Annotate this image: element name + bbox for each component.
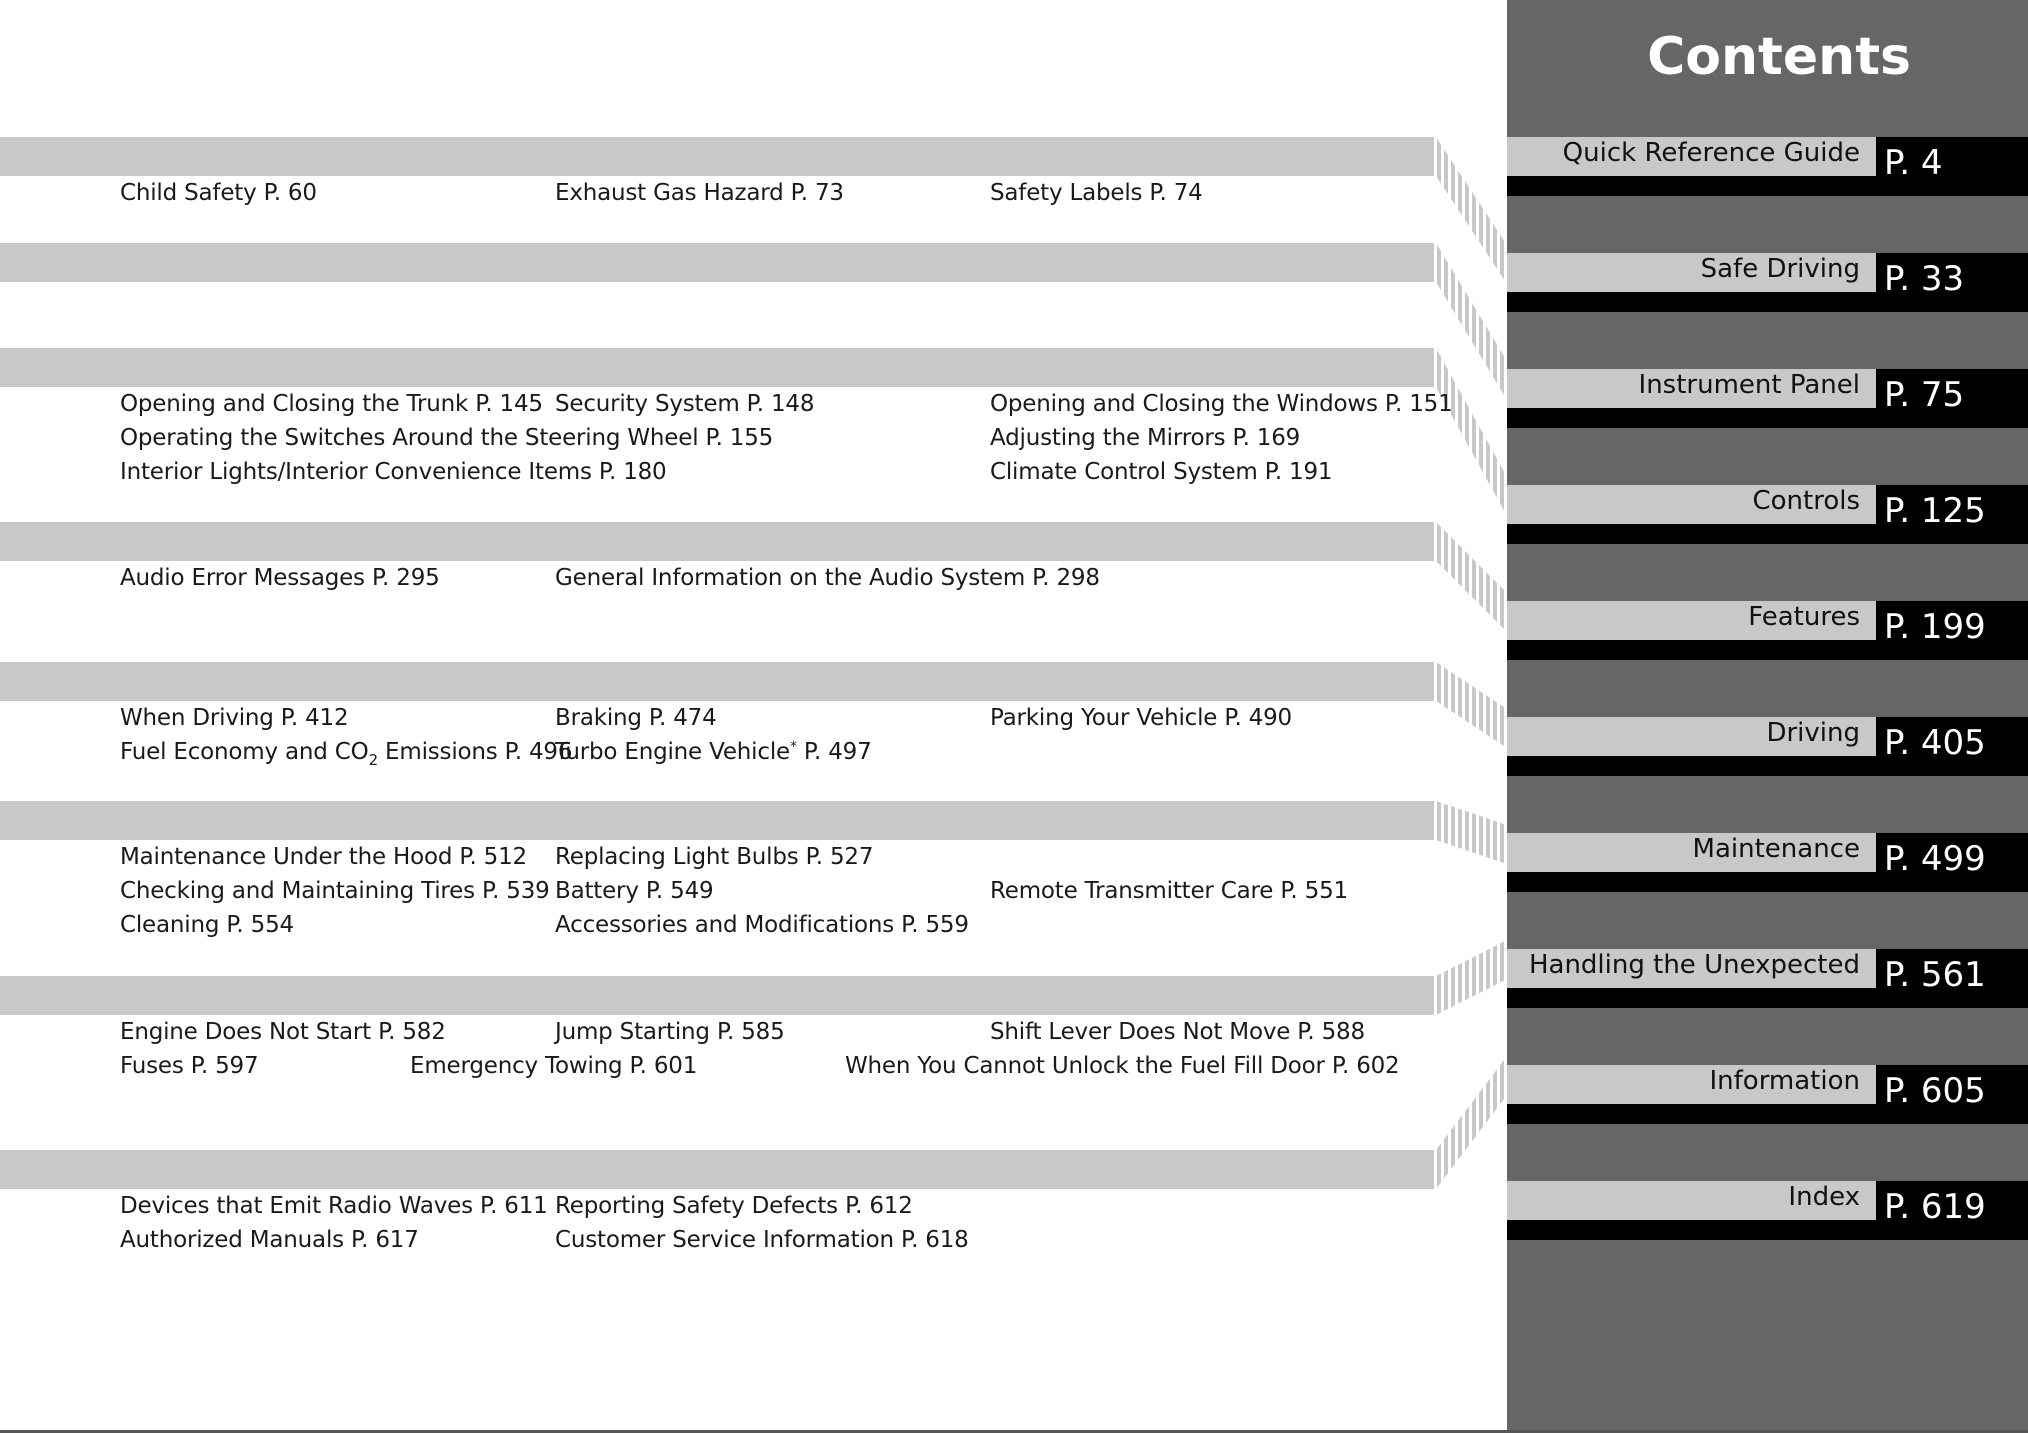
entry-customer-service[interactable]: Customer Service Information P. 618 xyxy=(555,1227,969,1253)
tab-label: Features xyxy=(1507,601,1876,640)
entry-safety-labels[interactable]: Safety Labels P. 74 xyxy=(990,180,1203,206)
entry-parking[interactable]: Parking Your Vehicle P. 490 xyxy=(990,705,1292,731)
tab-page-number: P. 75 xyxy=(1884,375,1965,415)
entry-turbo-engine[interactable] xyxy=(555,739,872,768)
tab-maintenance[interactable] xyxy=(1507,833,2028,892)
tab-label: Information xyxy=(1507,1065,1876,1104)
tab-label: Instrument Panel xyxy=(1507,369,1876,408)
turbo-page: P. 497 xyxy=(796,739,872,765)
entry-trunk[interactable]: Opening and Closing the Trunk P. 145 xyxy=(120,391,543,417)
section-bar-information xyxy=(0,1150,1430,1189)
tab-page-number: P. 561 xyxy=(1884,955,1986,995)
entry-audio-general-info[interactable]: General Information on the Audio System P. 298 xyxy=(555,565,1100,591)
tab-page-number: P. 33 xyxy=(1884,259,1965,299)
turbo-text: Turbo Engine Vehicle xyxy=(555,739,790,765)
tab-driving[interactable] xyxy=(1507,717,2028,776)
entry-interior-lights[interactable]: Interior Lights/Interior Convenience Items P. 180 xyxy=(120,459,667,485)
tab-controls[interactable] xyxy=(1507,485,2028,544)
entry-braking[interactable]: Braking P. 474 xyxy=(555,705,717,731)
entry-audio-error-messages[interactable]: Audio Error Messages P. 295 xyxy=(120,565,440,591)
entry-safety-defects[interactable]: Reporting Safety Defects P. 612 xyxy=(555,1193,913,1219)
entry-engine-not-start[interactable]: Engine Does Not Start P. 582 xyxy=(120,1019,446,1045)
entry-fuses[interactable]: Fuses P. 597 xyxy=(120,1053,259,1079)
section-bar-maintenance xyxy=(0,801,1430,840)
entry-battery[interactable]: Battery P. 549 xyxy=(555,878,714,904)
entry-exhaust-gas-hazard[interactable]: Exhaust Gas Hazard P. 73 xyxy=(555,180,844,206)
entry-jump-starting[interactable]: Jump Starting P. 585 xyxy=(555,1019,785,1045)
tab-label: Quick Reference Guide xyxy=(1507,137,1876,176)
entry-steering-switches[interactable]: Operating the Switches Around the Steering Wheel P. 155 xyxy=(120,425,774,451)
section-connectors xyxy=(1430,0,1510,1433)
section-bar-handling xyxy=(0,976,1430,1015)
tab-label: Controls xyxy=(1507,485,1876,524)
section-bar-safe-driving xyxy=(0,137,1430,176)
contents-title: Contents xyxy=(1647,27,1911,87)
section-bar-features xyxy=(0,522,1430,561)
tab-page-number: P. 605 xyxy=(1884,1071,1986,1111)
contents-sidebar xyxy=(1507,0,2028,1433)
tab-quick-reference-guide[interactable] xyxy=(1507,137,2028,196)
entry-emergency-towing[interactable]: Emergency Towing P. 601 xyxy=(410,1053,698,1079)
entry-remote-transmitter[interactable]: Remote Transmitter Care P. 551 xyxy=(990,878,1348,904)
entry-child-safety[interactable]: Child Safety P. 60 xyxy=(120,180,317,206)
tab-features[interactable] xyxy=(1507,601,2028,660)
tab-page-number: P. 199 xyxy=(1884,607,1986,647)
tab-instrument-panel[interactable] xyxy=(1507,369,2028,428)
tab-label: Index xyxy=(1507,1181,1876,1220)
entry-mirrors[interactable]: Adjusting the Mirrors P. 169 xyxy=(990,425,1301,451)
entry-shift-lever[interactable]: Shift Lever Does Not Move P. 588 xyxy=(990,1019,1365,1045)
entry-when-driving[interactable]: When Driving P. 412 xyxy=(120,705,349,731)
tab-page-number: P. 125 xyxy=(1884,491,1986,531)
tab-page-number: P. 4 xyxy=(1884,143,1943,183)
entry-accessories[interactable]: Accessories and Modifications P. 559 xyxy=(555,912,969,938)
tab-page-number: P. 405 xyxy=(1884,723,1986,763)
entry-security-system[interactable]: Security System P. 148 xyxy=(555,391,815,417)
tab-information[interactable] xyxy=(1507,1065,2028,1124)
fuel-economy-text: Fuel Economy and CO xyxy=(120,739,369,765)
section-bar-instrument-panel xyxy=(0,243,1430,282)
turbo-asterisk: * xyxy=(789,739,797,755)
entry-light-bulbs[interactable]: Replacing Light Bulbs P. 527 xyxy=(555,844,874,870)
fuel-economy-page: Emissions P. 496 xyxy=(377,739,573,765)
entry-cleaning[interactable]: Cleaning P. 554 xyxy=(120,912,294,938)
entry-windows[interactable]: Opening and Closing the Windows P. 151 xyxy=(990,391,1453,417)
tab-label: Safe Driving xyxy=(1507,253,1876,292)
tab-handling-the-unexpected[interactable] xyxy=(1507,949,2028,1008)
section-bar-driving xyxy=(0,662,1430,701)
entry-fuel-economy[interactable] xyxy=(120,739,572,767)
entry-under-hood[interactable]: Maintenance Under the Hood P. 512 xyxy=(120,844,527,870)
tab-index[interactable] xyxy=(1507,1181,2028,1240)
tab-safe-driving[interactable] xyxy=(1507,253,2028,312)
tab-page-number: P. 619 xyxy=(1884,1187,1986,1227)
entry-radio-waves[interactable]: Devices that Emit Radio Waves P. 611 xyxy=(120,1193,548,1219)
entry-authorized-manuals[interactable]: Authorized Manuals P. 617 xyxy=(120,1227,419,1253)
tab-label: Maintenance xyxy=(1507,833,1876,872)
entry-climate-control[interactable]: Climate Control System P. 191 xyxy=(990,459,1333,485)
entry-fuel-fill-door[interactable]: When You Cannot Unlock the Fuel Fill Door P. 602 xyxy=(845,1053,1400,1079)
entry-tires[interactable]: Checking and Maintaining Tires P. 539 xyxy=(120,878,550,904)
tab-label: Handling the Unexpected xyxy=(1507,949,1876,988)
tab-page-number: P. 499 xyxy=(1884,839,1986,879)
section-bar-controls xyxy=(0,348,1430,387)
tab-label: Driving xyxy=(1507,717,1876,756)
co2-subscript: 2 xyxy=(368,751,378,769)
